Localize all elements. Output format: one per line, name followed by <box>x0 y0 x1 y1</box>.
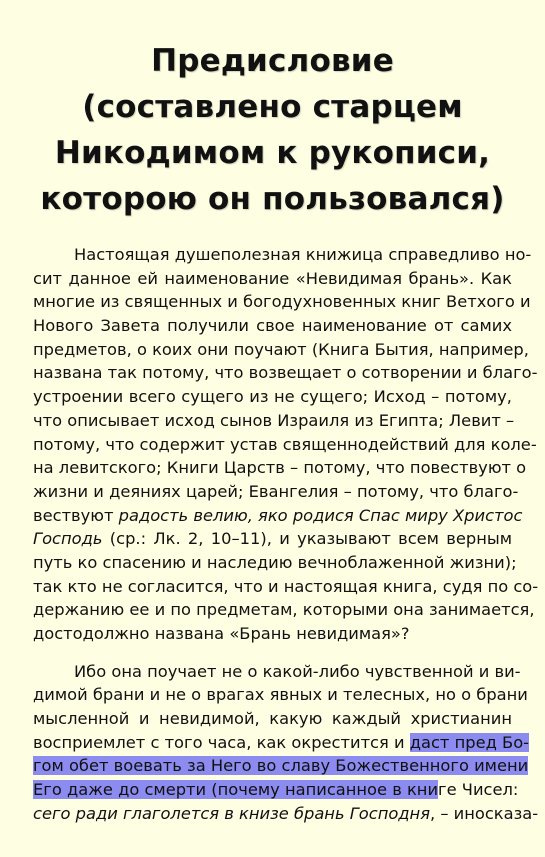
text-line: потому, что содержит устав священнодействий для коле- <box>33 434 537 454</box>
title-line: Предисловие <box>151 43 394 79</box>
text-line: сит данное ей наименование «Невидимая брань». Как <box>33 268 512 288</box>
text-line: жизни и деяниях царей; Евангелия – потому, что благо- <box>33 481 519 501</box>
scripture-quote: сего ради глаголется в книзе брань Господня <box>33 803 430 823</box>
text-line: держанию ее и по предметам, которыми она занимается, <box>33 600 535 620</box>
text-line: димой брани и не о врагах явных и телесных, но о брани <box>33 685 528 705</box>
text-line: Настоящая душеполезная книжица справедливо но- <box>74 245 532 264</box>
text-line: Ибо она поучает не о какой-либо чувственной и ви- <box>74 661 521 681</box>
selection-highlight[interactable]: гом обет воевать за Него во славу Божественного имени <box>33 756 529 776</box>
scripture-quote: Господь <box>33 529 103 549</box>
text-line: что описывает исход сынов Израиля из Египта; Левит – <box>33 410 515 430</box>
text-line: названа так потому, что возвещает о сотворении и благо- <box>33 363 538 383</box>
text-line: вествуют радость велию, яко родися Спас миру Христос <box>33 505 523 525</box>
text-line: Господь (ср.: Лк. 2, 10–11), и указывают всем верным <box>33 529 512 549</box>
body-text <box>0 243 545 826</box>
text-line: восприемлет с того часа, как окрестится и даст пред Бо- <box>33 732 530 752</box>
text-line <box>0 754 545 778</box>
text-line: Нового Завета получили свое наименование от самих <box>33 316 512 336</box>
paragraph-gap <box>0 646 545 660</box>
text-line: сего ради глаголется в книзе брань Господня, – иносказа- <box>33 803 539 823</box>
text-line: многие из священных и богодухновенных книг Ветхого и <box>33 292 531 312</box>
text-line: устроении всего сущего из не сущего; Исход – потому, <box>33 387 512 407</box>
text-line: мысленной и невидимой, какую каждый христианин <box>33 709 512 729</box>
text-line: на левитского; Книги Царств – потому, что повествуют о <box>33 458 527 478</box>
text-line: Его даже до смерти (почему написанное в книге Чисел: <box>33 780 519 800</box>
text-line: достодолжно названа «Брань невидимая»? <box>33 624 410 643</box>
selection-highlight[interactable]: даст пред Бо- <box>409 732 530 752</box>
scripture-quote: радость велию, яко родися Спас миру Христос <box>118 505 523 525</box>
title-line: Никодимом к рукописи, <box>54 135 491 171</box>
text-line: так кто не согласится, что и настоящая книга, судя по со- <box>33 576 539 596</box>
chapter-title <box>0 0 545 222</box>
text-line: предметов, о коих они поучают (Книга Бытия, например, <box>33 339 529 359</box>
title-line: (составлено старцем <box>82 89 463 125</box>
selection-highlight[interactable]: Его даже до смерти (почему написанное в кни <box>33 780 439 800</box>
title-line: которою он пользовался) <box>40 181 505 217</box>
text-line: путь ко спасению и наследию вечноблаженной жизни); <box>33 552 517 572</box>
